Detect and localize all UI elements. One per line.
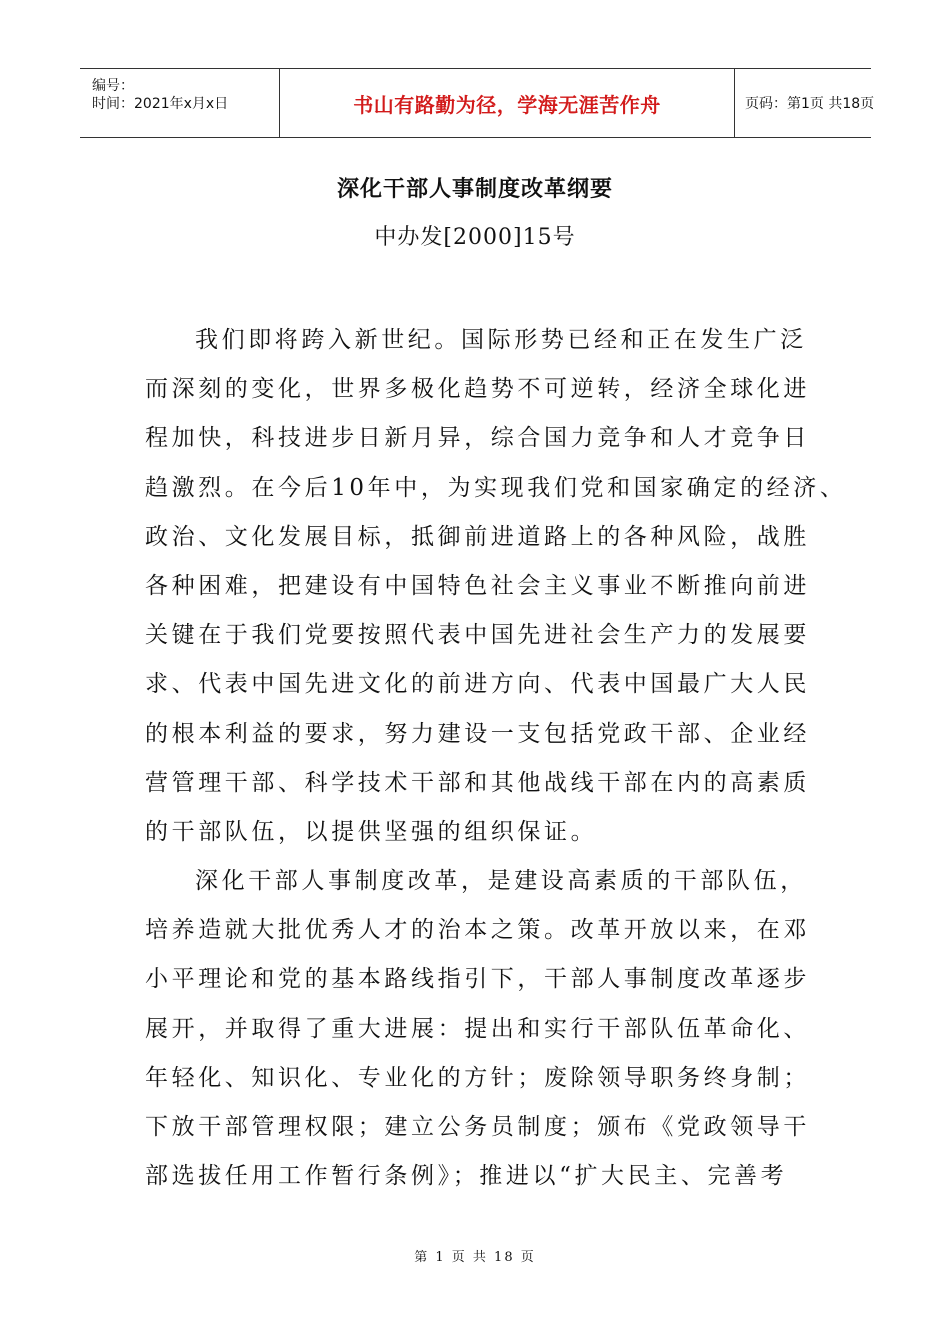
paragraph-line: 深化干部人事制度改革，是建设高素质的干部队伍， [195,868,807,895]
paragraph-line: 的根本利益的要求，努力建设一支包括党政干部、企业经 [145,720,810,747]
paragraph-line: 营管理干部、科学技术干部和其他战线干部在内的高素质 [145,769,810,796]
paragraph-line: 各种困难，把建设有中国特色社会主义事业不断推向前进 [145,572,810,599]
paragraph-line: 部选拔任用工作暂行条例》；推进以“扩大民主、完善考 [145,1163,788,1190]
paragraph-line: 程加快，科技进步日新月异，综合国力竞争和人才竞争日 [145,425,810,452]
paragraph-line: 求、代表中国先进文化的前进方向、代表中国最广大人民 [145,671,810,698]
document-number: 中办发[2000]15号 [374,225,576,250]
paragraph-line: 关键在于我们党要按照代表中国先进社会生产力的发展要 [145,622,810,649]
header-meta-cell [80,69,280,137]
paragraph-line: 趋激烈。在今后10年中，为实现我们党和国家确定的经济、 [145,474,847,501]
paragraph-line: 政治、文化发展目标，抵御前进道路上的各种风险，战胜 [145,523,810,550]
page-footer: 第 1 页 共 18 页 [414,1250,536,1265]
paragraph-line: 我们即将跨入新世纪。国际形势已经和正在发生广泛 [195,327,807,353]
page-header [80,68,875,138]
serial-number-label: 编号： [92,78,134,94]
header-page-cell [735,69,875,137]
paragraph-line: 下放干部管理权限；建立公务员制度；颁布《党政领导干 [145,1114,810,1140]
paragraph-line: 展开，并取得了重大进展：提出和实行干部队伍革命化、 [145,1015,810,1042]
document-title: 深化干部人事制度改革纲要 [336,176,613,202]
document-body [145,316,847,1201]
paragraph-line: 的干部队伍，以提供坚强的组织保证。 [145,818,598,845]
motto-text: 书山有路勤为径，学海无涯苦作舟 [353,92,661,117]
paragraph-line: 而深刻的变化，世界多极化趋势不可逆转，经济全球化进 [145,376,810,403]
paragraph-line: 小平理论和党的基本路线指引下，干部人事制度改革逐步 [145,966,810,993]
page-info: 页码：第1页 共18页 [745,96,875,112]
date-label: 时间：2021年x月x日 [92,96,229,112]
paragraph-line: 培养造就大批优秀人才的治本之策。改革开放以来，在邓 [145,917,810,944]
paragraph-line: 年轻化、知识化、专业化的方针；废除领导职务终身制； [145,1064,810,1091]
header-motto-cell [280,69,735,137]
